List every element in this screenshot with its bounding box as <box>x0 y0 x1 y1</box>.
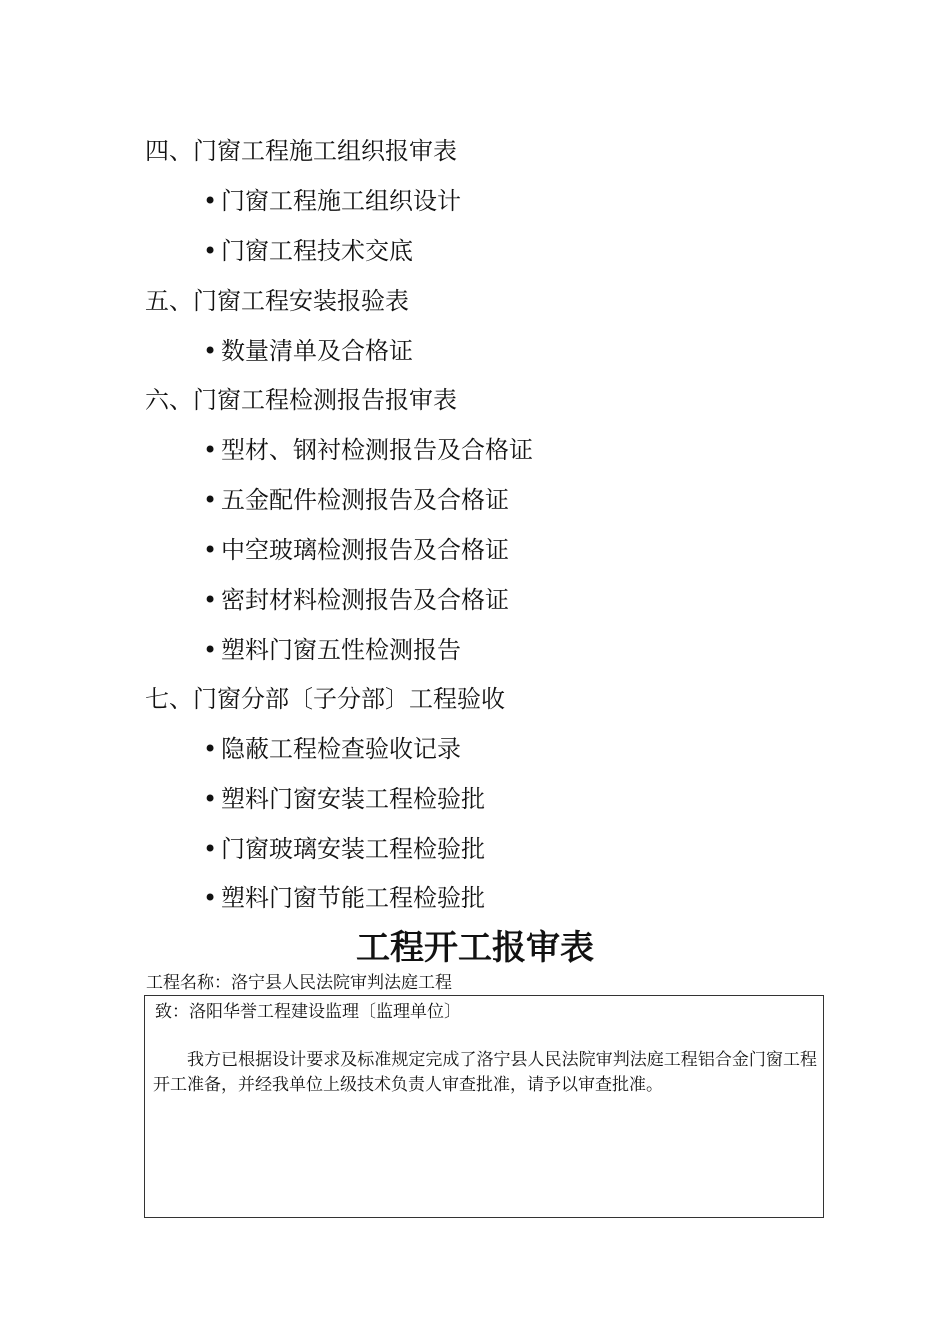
list-item-text: 五金配件检测报告及合格证 <box>221 486 509 514</box>
list-item-text: 塑料门窗安装工程检验批 <box>221 785 485 813</box>
bullet-icon: • <box>203 536 218 564</box>
list-item <box>203 734 461 764</box>
bullet-icon: • <box>203 237 218 265</box>
list-item <box>203 585 509 615</box>
list-item <box>203 635 461 665</box>
section-heading-4: 四、门窗工程施工组织报审表 <box>145 137 457 165</box>
list-item-text: 隐蔽工程检查验收记录 <box>221 735 461 763</box>
list-item-text: 中空玻璃检测报告及合格证 <box>221 536 509 564</box>
bullet-icon: • <box>203 586 218 614</box>
bullet-icon: • <box>203 884 218 912</box>
list-item <box>203 784 485 814</box>
list-item-text: 塑料门窗五性检测报告 <box>221 636 461 664</box>
list-item-text: 塑料门窗节能工程检验批 <box>221 884 485 912</box>
section-heading-7: 七、门窗分部〔子分部〕工程验收 <box>145 685 505 713</box>
list-item-text: 门窗玻璃安装工程检验批 <box>221 835 485 863</box>
bullet-icon: • <box>203 735 218 763</box>
bullet-icon: • <box>203 835 218 863</box>
list-item <box>203 435 533 465</box>
list-item-text: 密封材料检测报告及合格证 <box>221 586 509 614</box>
section-heading-6: 六、门窗工程检测报告报审表 <box>145 386 457 414</box>
list-item <box>203 236 413 266</box>
list-item <box>203 883 485 913</box>
list-item-text: 门窗工程技术交底 <box>221 237 413 265</box>
list-item <box>203 485 509 515</box>
list-item-text: 型材、钢衬检测报告及合格证 <box>221 436 533 464</box>
section-heading-5: 五、门窗工程安装报验表 <box>145 287 409 315</box>
bullet-icon: • <box>203 785 218 813</box>
bullet-icon: • <box>203 436 218 464</box>
list-item <box>203 336 413 366</box>
bullet-icon: • <box>203 187 218 215</box>
bullet-icon: • <box>203 337 218 365</box>
bullet-icon: • <box>203 636 218 664</box>
list-item <box>203 535 509 565</box>
form-table <box>144 995 824 1218</box>
bullet-icon: • <box>203 486 218 514</box>
form-body-text: 我方已根据设计要求及标准规定完成了洛宁县人民法院审判法庭工程铝合金门窗工程开工准备，并经我单位上级技术负责人审查批准，请予以审查批准。 <box>153 1050 817 1095</box>
list-item-text: 门窗工程施工组织设计 <box>221 187 461 215</box>
list-item <box>203 186 461 216</box>
project-name: 工程名称：洛宁县人民法院审判法庭工程 <box>146 973 452 993</box>
list-item <box>203 834 485 864</box>
form-title: 工程开工报审表 <box>356 928 594 968</box>
addressee-line: 致：洛阳华誉工程建设监理〔监理单位〕 <box>155 1002 461 1022</box>
list-item-text: 数量清单及合格证 <box>221 337 413 365</box>
